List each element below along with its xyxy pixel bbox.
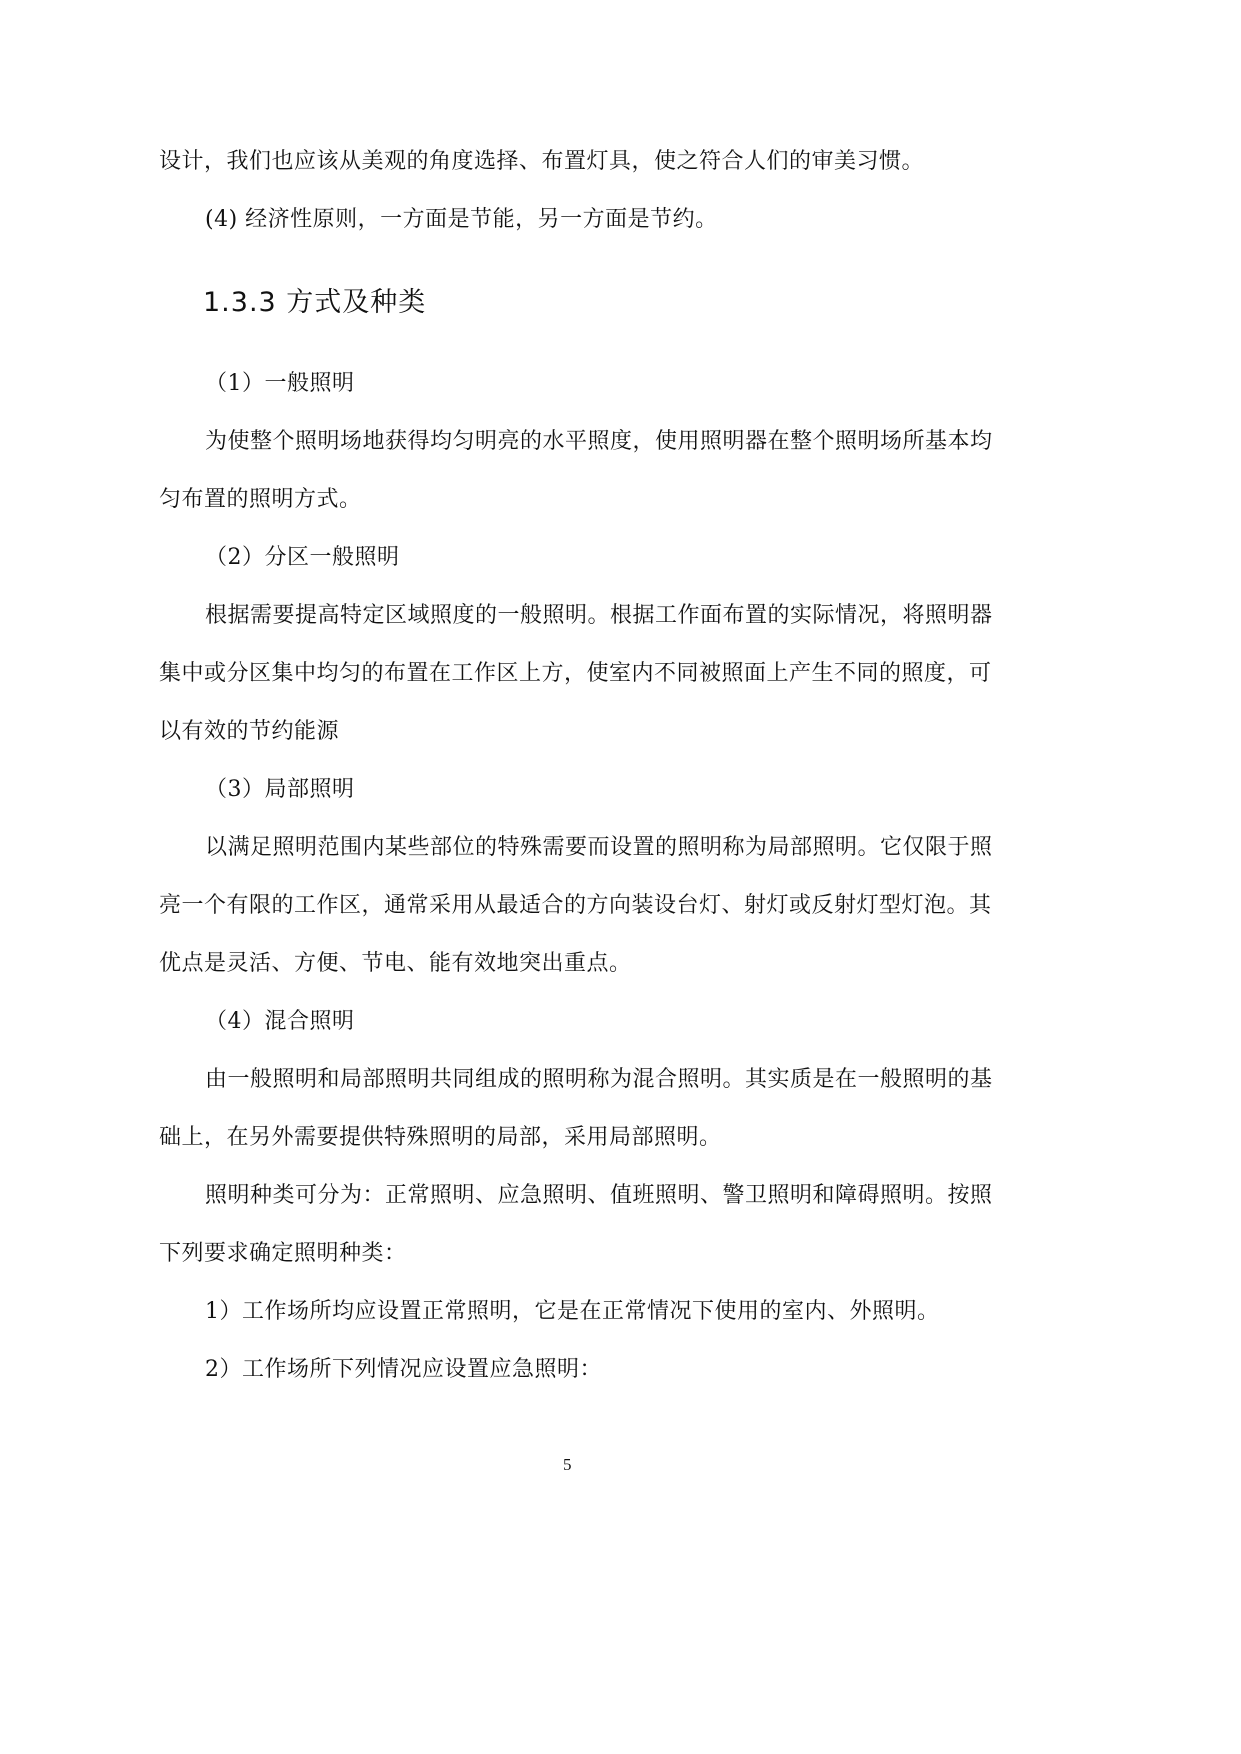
paragraph-line: (4) 经济性原则，一方面是节能，另一方面是节约。 [205, 207, 718, 232]
paragraph-line: 亮一个有限的工作区，通常采用从最适合的方向装设台灯、射灯或反射灯型灯泡。其 [159, 893, 992, 918]
paragraph-line: 以有效的节约能源 [159, 719, 340, 744]
paragraph-line: 根据需要提高特定区域照度的一般照明。根据工作面布置的实际情况，将照明器 [205, 603, 993, 628]
subheading-line: （1）一般照明 [205, 371, 355, 396]
paragraph-line: 由一般照明和局部照明共同组成的照明称为混合照明。其实质是在一般照明的基 [205, 1067, 993, 1092]
subheading-line: （2）分区一般照明 [205, 545, 400, 570]
section-heading: 1.3.3 方式及种类 [203, 287, 427, 318]
list-item-line: 2）工作场所下列情况应设置应急照明： [205, 1357, 602, 1382]
paragraph-line: 集中或分区集中均匀的布置在工作区上方，使室内不同被照面上产生不同的照度，可 [159, 661, 992, 686]
list-item-line: 1）工作场所均应设置正常照明，它是在正常情况下使用的室内、外照明。 [205, 1299, 940, 1324]
paragraph-line: 照明种类可分为：正常照明、应急照明、值班照明、警卫照明和障碍照明。按照 [205, 1183, 993, 1208]
paragraph-line: 以满足照明范围内某些部位的特殊需要而设置的照明称为局部照明。它仅限于照 [205, 835, 993, 860]
subheading-line: （4）混合照明 [205, 1009, 355, 1034]
paragraph-line: 为使整个照明场地获得均匀明亮的水平照度，使用照明器在整个照明场所基本均 [205, 429, 993, 454]
paragraph-line: 础上，在另外需要提供特殊照明的局部，采用局部照明。 [159, 1125, 722, 1150]
paragraph-line: 优点是灵活、方便、节电、能有效地突出重点。 [159, 951, 632, 976]
paragraph-line: 下列要求确定照明种类： [159, 1241, 407, 1266]
paragraph-line: 匀布置的照明方式。 [159, 487, 362, 512]
subheading-line: （3）局部照明 [205, 777, 355, 802]
page-number: 5 [563, 1455, 572, 1474]
paragraph-line: 设计，我们也应该从美观的角度选择、布置灯具，使之符合人们的审美习惯。 [159, 149, 925, 174]
